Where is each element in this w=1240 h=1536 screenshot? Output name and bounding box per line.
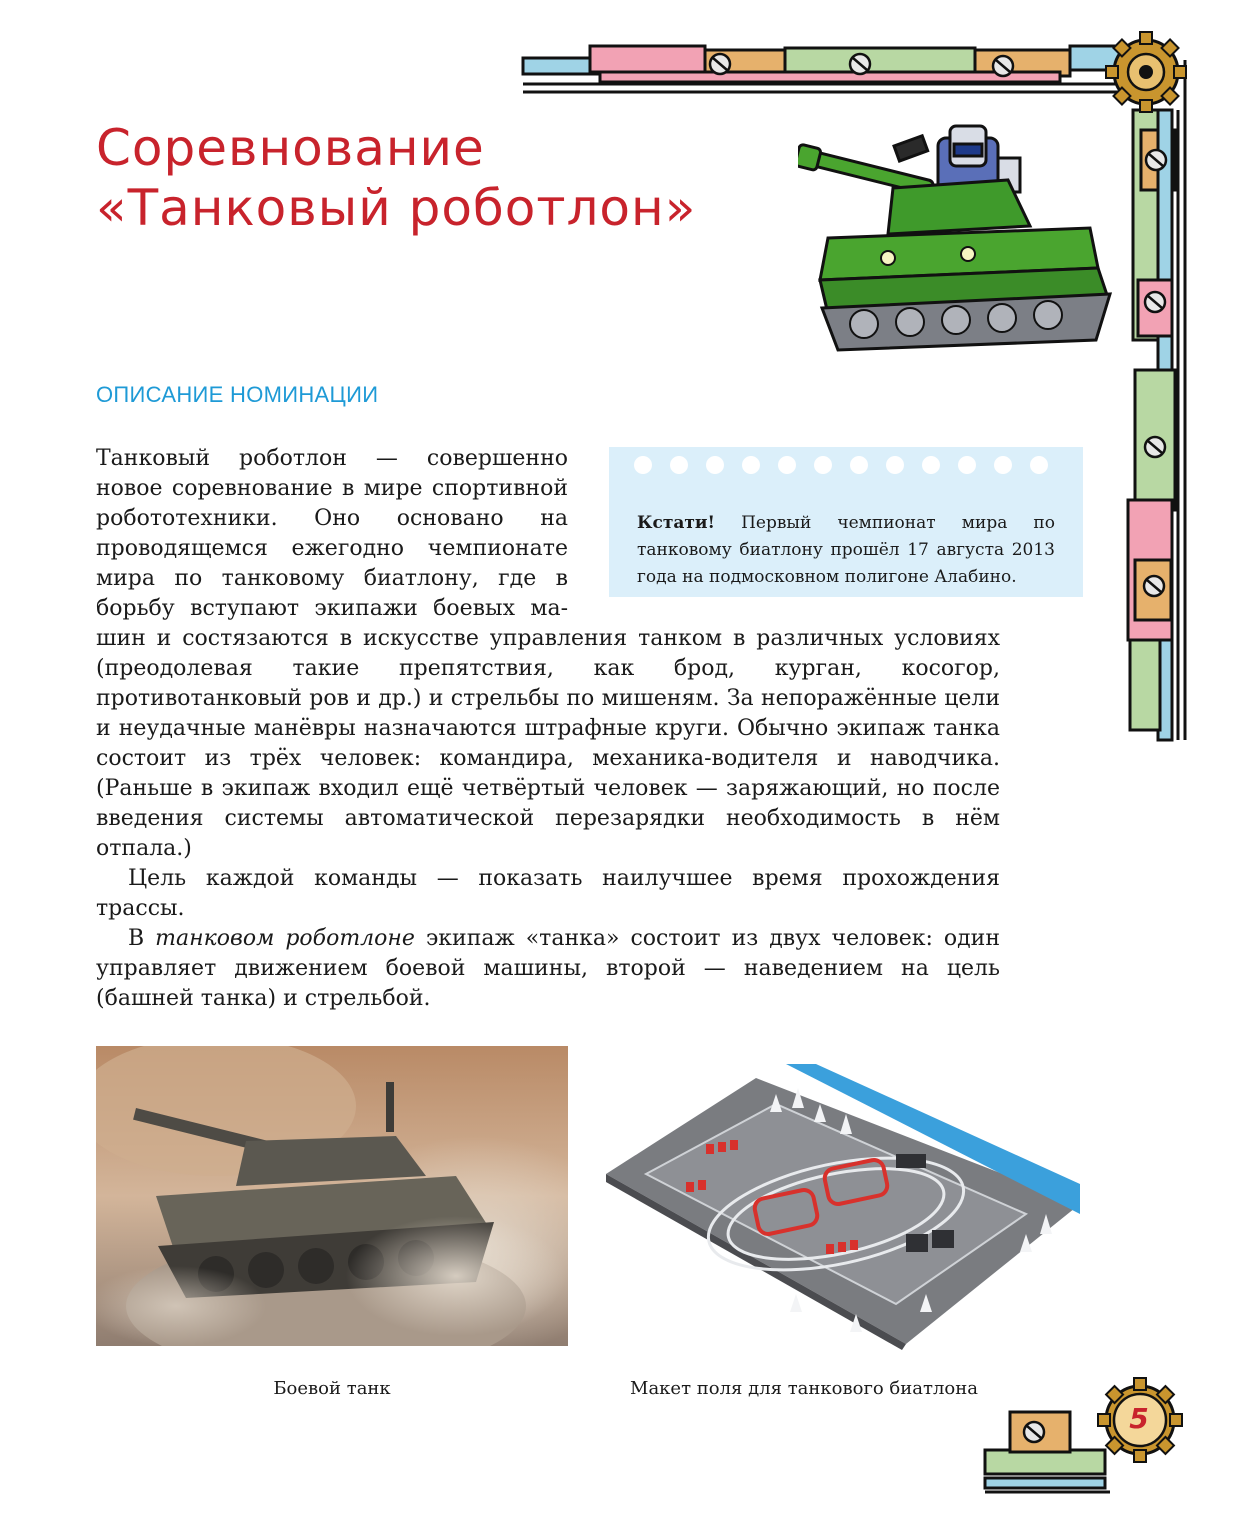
notebook-rings <box>609 453 1083 477</box>
paragraph-3-text <box>96 924 1000 1014</box>
note-body: Первый чемпионат мира по танковому биатлону прошёл 17 августа 2013 года на подмосковном полигоне Алабино. <box>637 513 1055 587</box>
paragraph-3-suffix: экипаж «танка» состоит из двух человек: один управляет движением боевой машины, второй — наведением на цель (башней танка) и стрельбой. <box>96 926 1000 1011</box>
paragraph-1-narrow <box>96 444 568 624</box>
paragraph-3-italic: танковом роботлоне <box>155 926 415 951</box>
page-number: 5 <box>1129 1402 1149 1435</box>
paragraph-1-wide-text: шин и состязаются в искусстве управления танком в различных условиях (преодолевая такие препятствия, как брод, курган, косогор, противотанковый ров и др.) и стрельбы по мишеням. За непоражённые цели и неудачные манёвры назначаются штрафные круги. Обычно экипаж танка состоит из трёх человек: командира, механика-водителя и наводчика. (Раньше в экипаж входил ещё четвёртый человек — заряжающий, но после введения системы автоматической перезарядки необходимость в нём отпала.) <box>96 626 1000 861</box>
figure-caption-tank: Боевой танк <box>273 1378 391 1399</box>
paragraph-1-narrow-text: Танковый роботлон — совершенно новое соревнование в мире спортивной робототехники. Оно основано на проводящемся ежегодно чемпионате мира по танковому биатлону, где в борьбу вступают экипажи боевых ма- <box>96 446 568 621</box>
page-title-line1: Соревнование <box>96 119 485 177</box>
biathlon-field-model <box>606 1064 1080 1350</box>
tank-photo <box>96 1046 568 1346</box>
paragraph-3 <box>96 924 1000 1014</box>
figure-caption-field: Макет поля для танкового биатлона <box>630 1378 978 1399</box>
note-label: Кстати! <box>637 513 715 533</box>
page-title <box>96 118 796 238</box>
paragraph-2 <box>96 864 1000 924</box>
page-title-line2: «Танковый роботлон» <box>96 179 697 237</box>
paragraph-3-prefix: В <box>128 926 156 951</box>
paragraph-1-wide <box>96 624 1000 864</box>
robot-tank-illustration <box>798 118 1122 358</box>
gear-icon <box>1106 32 1186 112</box>
paragraph-2-text: Цель каждой команды — показать наилучшее время прохождения трассы. <box>96 866 1000 921</box>
section-heading: ОПИСАНИЕ НОМИНАЦИИ <box>96 382 379 407</box>
note-text <box>637 510 1055 591</box>
